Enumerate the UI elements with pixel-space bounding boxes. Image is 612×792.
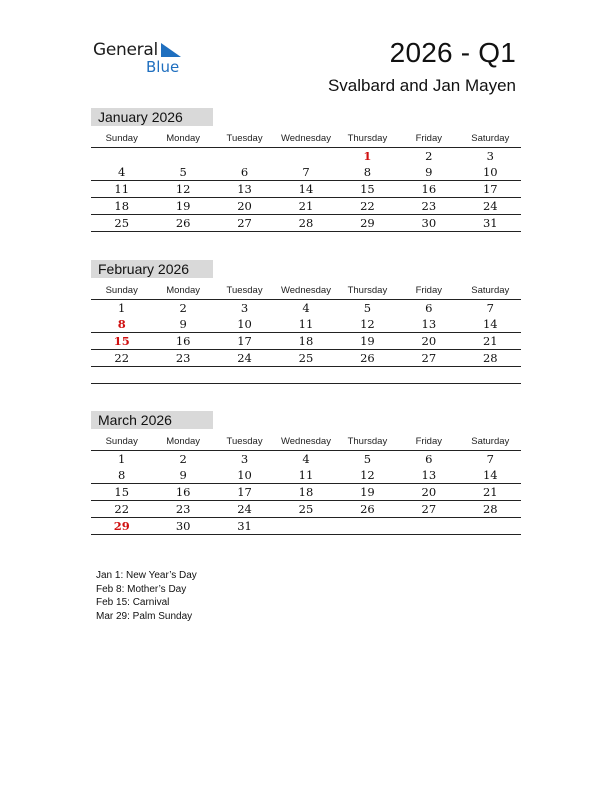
day-cell: 24 — [214, 350, 275, 367]
week-row — [91, 181, 521, 198]
day-cell: 5 — [363, 301, 372, 315]
day-cell: 26 — [337, 501, 398, 518]
day-cell: 3 — [486, 149, 494, 163]
day-cell: 29 — [337, 215, 398, 232]
day-cell: 21 — [460, 333, 521, 350]
day-cell: 31 — [214, 518, 275, 535]
day-cell: 3 — [240, 452, 249, 466]
day-cell: 25 — [91, 215, 152, 232]
day-cell — [275, 518, 336, 535]
day-cell — [460, 367, 521, 384]
day-cell: 31 — [460, 215, 521, 232]
day-cell: 26 — [152, 215, 213, 232]
day-cell — [91, 367, 152, 384]
weekday-header: Thursday — [337, 433, 398, 451]
week-row — [91, 148, 521, 165]
day-cell: 10 — [214, 316, 275, 333]
day-cell: 1 — [118, 452, 126, 466]
holiday-note: Feb 8: Mother’s Day — [96, 583, 187, 595]
day-cell: 22 — [91, 501, 152, 518]
week-row — [91, 467, 521, 484]
day-cell: 6 — [425, 452, 433, 466]
day-cell: 20 — [398, 484, 459, 501]
day-cell — [460, 518, 521, 535]
week-row — [91, 300, 521, 317]
day-cell: 23 — [152, 350, 213, 367]
day-cell: 17 — [460, 181, 521, 198]
calendar-grid — [91, 282, 521, 384]
week-row — [91, 501, 521, 518]
day-cell — [214, 148, 275, 165]
logo-text-general: General — [93, 40, 158, 60]
month-block-february — [91, 260, 521, 384]
day-cell: 15 — [91, 484, 152, 501]
day-cell — [152, 148, 213, 165]
day-cell: 13 — [398, 316, 459, 333]
day-cell — [214, 367, 275, 384]
holiday-note: Feb 15: Carnival — [96, 597, 170, 608]
day-cell: 28 — [460, 350, 521, 367]
day-cell: 29 — [91, 518, 152, 535]
weekday-header: Tuesday — [214, 282, 275, 300]
logo-text-blue: Blue — [146, 58, 180, 76]
weekday-header: Sunday — [91, 130, 152, 148]
day-cell: 4 — [302, 301, 310, 315]
weekday-header: Wednesday — [275, 433, 336, 451]
weekday-header: Saturday — [460, 433, 521, 451]
day-cell: 2 — [425, 149, 433, 163]
day-cell: 26 — [337, 350, 398, 367]
week-row — [91, 198, 521, 215]
day-cell: 1 — [118, 301, 126, 315]
day-cell: 7 — [486, 301, 494, 315]
day-cell: 18 — [91, 198, 152, 215]
day-cell: 20 — [398, 333, 459, 350]
week-row — [91, 316, 521, 333]
day-cell: 2 — [179, 301, 187, 315]
region-subtitle: Svalbard and Jan Mayen — [327, 76, 516, 95]
day-cell: 27 — [398, 350, 459, 367]
day-cell: 11 — [275, 467, 336, 484]
weekday-header: Wednesday — [275, 282, 336, 300]
week-row — [91, 518, 521, 535]
brand-logo — [93, 40, 193, 80]
day-cell: 25 — [275, 350, 336, 367]
holiday-note: Mar 29: Palm Sunday — [96, 610, 193, 622]
day-cell — [152, 367, 213, 384]
day-cell: 28 — [460, 501, 521, 518]
day-cell: 16 — [152, 333, 213, 350]
day-cell: 30 — [398, 215, 459, 232]
day-cell: 19 — [337, 333, 398, 350]
weekday-header: Sunday — [91, 433, 152, 451]
day-cell: 11 — [91, 181, 152, 198]
day-cell: 7 — [486, 452, 494, 466]
day-cell: 23 — [152, 501, 213, 518]
day-cell: 28 — [275, 215, 336, 232]
day-cell: 15 — [337, 181, 398, 198]
day-cell: 18 — [275, 333, 336, 350]
day-cell — [275, 367, 336, 384]
day-cell: 18 — [275, 484, 336, 501]
day-cell: 16 — [152, 484, 213, 501]
day-cell: 27 — [214, 215, 275, 232]
day-cell: 30 — [152, 518, 213, 535]
month-block-march — [91, 411, 521, 535]
day-cell: 13 — [214, 181, 275, 198]
day-cell — [91, 148, 152, 165]
page-title: 2026 - Q1 — [389, 37, 516, 68]
day-cell: 4 — [91, 164, 152, 181]
weekday-header: Monday — [152, 433, 213, 451]
day-cell: 23 — [398, 198, 459, 215]
day-cell: 3 — [240, 301, 249, 315]
month-block-january — [91, 108, 521, 232]
day-cell: 16 — [398, 181, 459, 198]
day-cell: 20 — [214, 198, 275, 215]
calendar-grid — [91, 130, 521, 232]
day-cell: 14 — [460, 316, 521, 333]
day-cell: 6 — [425, 301, 433, 315]
weekday-header: Saturday — [460, 282, 521, 300]
holiday-notes — [96, 569, 197, 623]
day-cell: 8 — [91, 467, 152, 484]
week-row — [91, 350, 521, 367]
day-cell: 12 — [337, 316, 398, 333]
day-cell: 12 — [337, 467, 398, 484]
day-cell: 8 — [337, 164, 398, 181]
weekday-header: Tuesday — [214, 433, 275, 451]
day-cell: 4 — [302, 452, 310, 466]
day-cell: 5 — [363, 452, 372, 466]
day-cell: 21 — [460, 484, 521, 501]
logo-triangle-icon — [161, 43, 181, 57]
weekday-header: Thursday — [337, 130, 398, 148]
day-cell: 24 — [460, 198, 521, 215]
day-cell — [337, 367, 398, 384]
day-cell: 9 — [152, 316, 213, 333]
month-title: February 2026 — [91, 260, 213, 278]
holiday-note: Jan 1: New Year’s Day — [96, 570, 197, 581]
day-cell: 10 — [214, 467, 275, 484]
day-cell: 17 — [214, 484, 275, 501]
day-cell: 9 — [152, 467, 213, 484]
week-row — [91, 164, 521, 181]
day-cell: 25 — [275, 501, 336, 518]
weekday-header: Tuesday — [214, 130, 275, 148]
weekday-header: Sunday — [91, 282, 152, 300]
week-row — [91, 451, 521, 468]
weekday-header: Friday — [398, 130, 459, 148]
day-cell: 6 — [214, 164, 275, 181]
weekday-header: Wednesday — [275, 130, 336, 148]
day-cell: 2 — [179, 452, 187, 466]
weekday-header: Monday — [152, 282, 213, 300]
weekday-header: Friday — [398, 282, 459, 300]
day-cell — [275, 148, 336, 165]
day-cell: 15 — [91, 333, 152, 350]
day-cell: 19 — [337, 484, 398, 501]
day-cell: 22 — [91, 350, 152, 367]
weekday-header: Thursday — [337, 282, 398, 300]
day-cell: 7 — [275, 164, 336, 181]
weekday-header: Friday — [398, 433, 459, 451]
day-cell: 19 — [152, 198, 213, 215]
day-cell: 14 — [275, 181, 336, 198]
weekday-header: Monday — [152, 130, 213, 148]
day-cell: 22 — [337, 198, 398, 215]
day-cell: 14 — [460, 467, 521, 484]
month-title: January 2026 — [91, 108, 213, 126]
day-cell: 12 — [152, 181, 213, 198]
month-title: March 2026 — [91, 411, 213, 429]
week-row — [91, 367, 521, 384]
day-cell: 8 — [91, 316, 152, 333]
day-cell: 21 — [275, 198, 336, 215]
day-cell: 27 — [398, 501, 459, 518]
day-cell — [398, 518, 459, 535]
weekday-header: Saturday — [460, 130, 521, 148]
calendar-grid — [91, 433, 521, 535]
week-row — [91, 215, 521, 232]
day-cell: 11 — [275, 316, 336, 333]
day-cell: 5 — [152, 164, 213, 181]
day-cell: 17 — [214, 333, 275, 350]
day-cell — [337, 518, 398, 535]
week-row — [91, 484, 521, 501]
day-cell: 9 — [398, 164, 459, 181]
day-cell: 24 — [214, 501, 275, 518]
day-cell: 1 — [363, 149, 372, 163]
week-row — [91, 333, 521, 350]
day-cell: 10 — [460, 164, 521, 181]
day-cell: 13 — [398, 467, 459, 484]
day-cell — [398, 367, 459, 384]
